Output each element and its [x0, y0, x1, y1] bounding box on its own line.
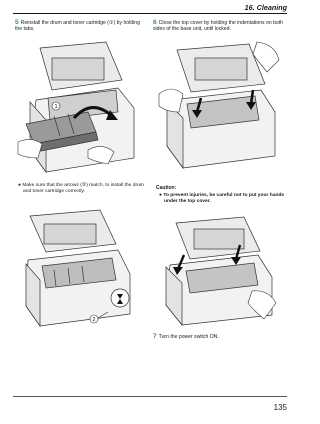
step-text: Close the top cover by holding the indentations on both sides of the base unit, until locked.: [153, 20, 283, 33]
step-text: Reinstall the drum and toner cartridge (①) by holding the tabs.: [15, 20, 140, 33]
caution-heading: Caution:: [156, 185, 177, 191]
header-rule: [13, 13, 287, 14]
step-number: 7: [153, 333, 157, 340]
page-number: 135: [273, 403, 287, 412]
bullet-arrows-note: ● Make sure that the arrows (②) match, to install the drum and toner cartridge correctly.: [18, 183, 144, 194]
step-text: Turn the power switch ON.: [158, 334, 219, 340]
section-title: 16. Cleaning: [244, 3, 287, 12]
callout-1: 1: [54, 104, 58, 110]
callout-2: 2: [92, 317, 96, 323]
arrows-match-illustration: [20, 210, 140, 330]
bullet-icon: ●: [159, 193, 164, 198]
reinstall-drum-illustration: [18, 40, 138, 180]
cover-hands-illustration: [160, 215, 278, 327]
footer-rule: [13, 396, 287, 397]
step-number: 5: [15, 19, 19, 26]
step-5: [15, 20, 145, 32]
step-number: 6: [153, 19, 157, 26]
bullet-icon: ●: [18, 183, 23, 188]
step-6: [153, 20, 285, 32]
close-cover-illustration: [157, 40, 282, 170]
step-7: [153, 334, 285, 340]
caution-text: ● To prevent injuries, be careful not to put your hands under the top cover.: [159, 193, 285, 204]
